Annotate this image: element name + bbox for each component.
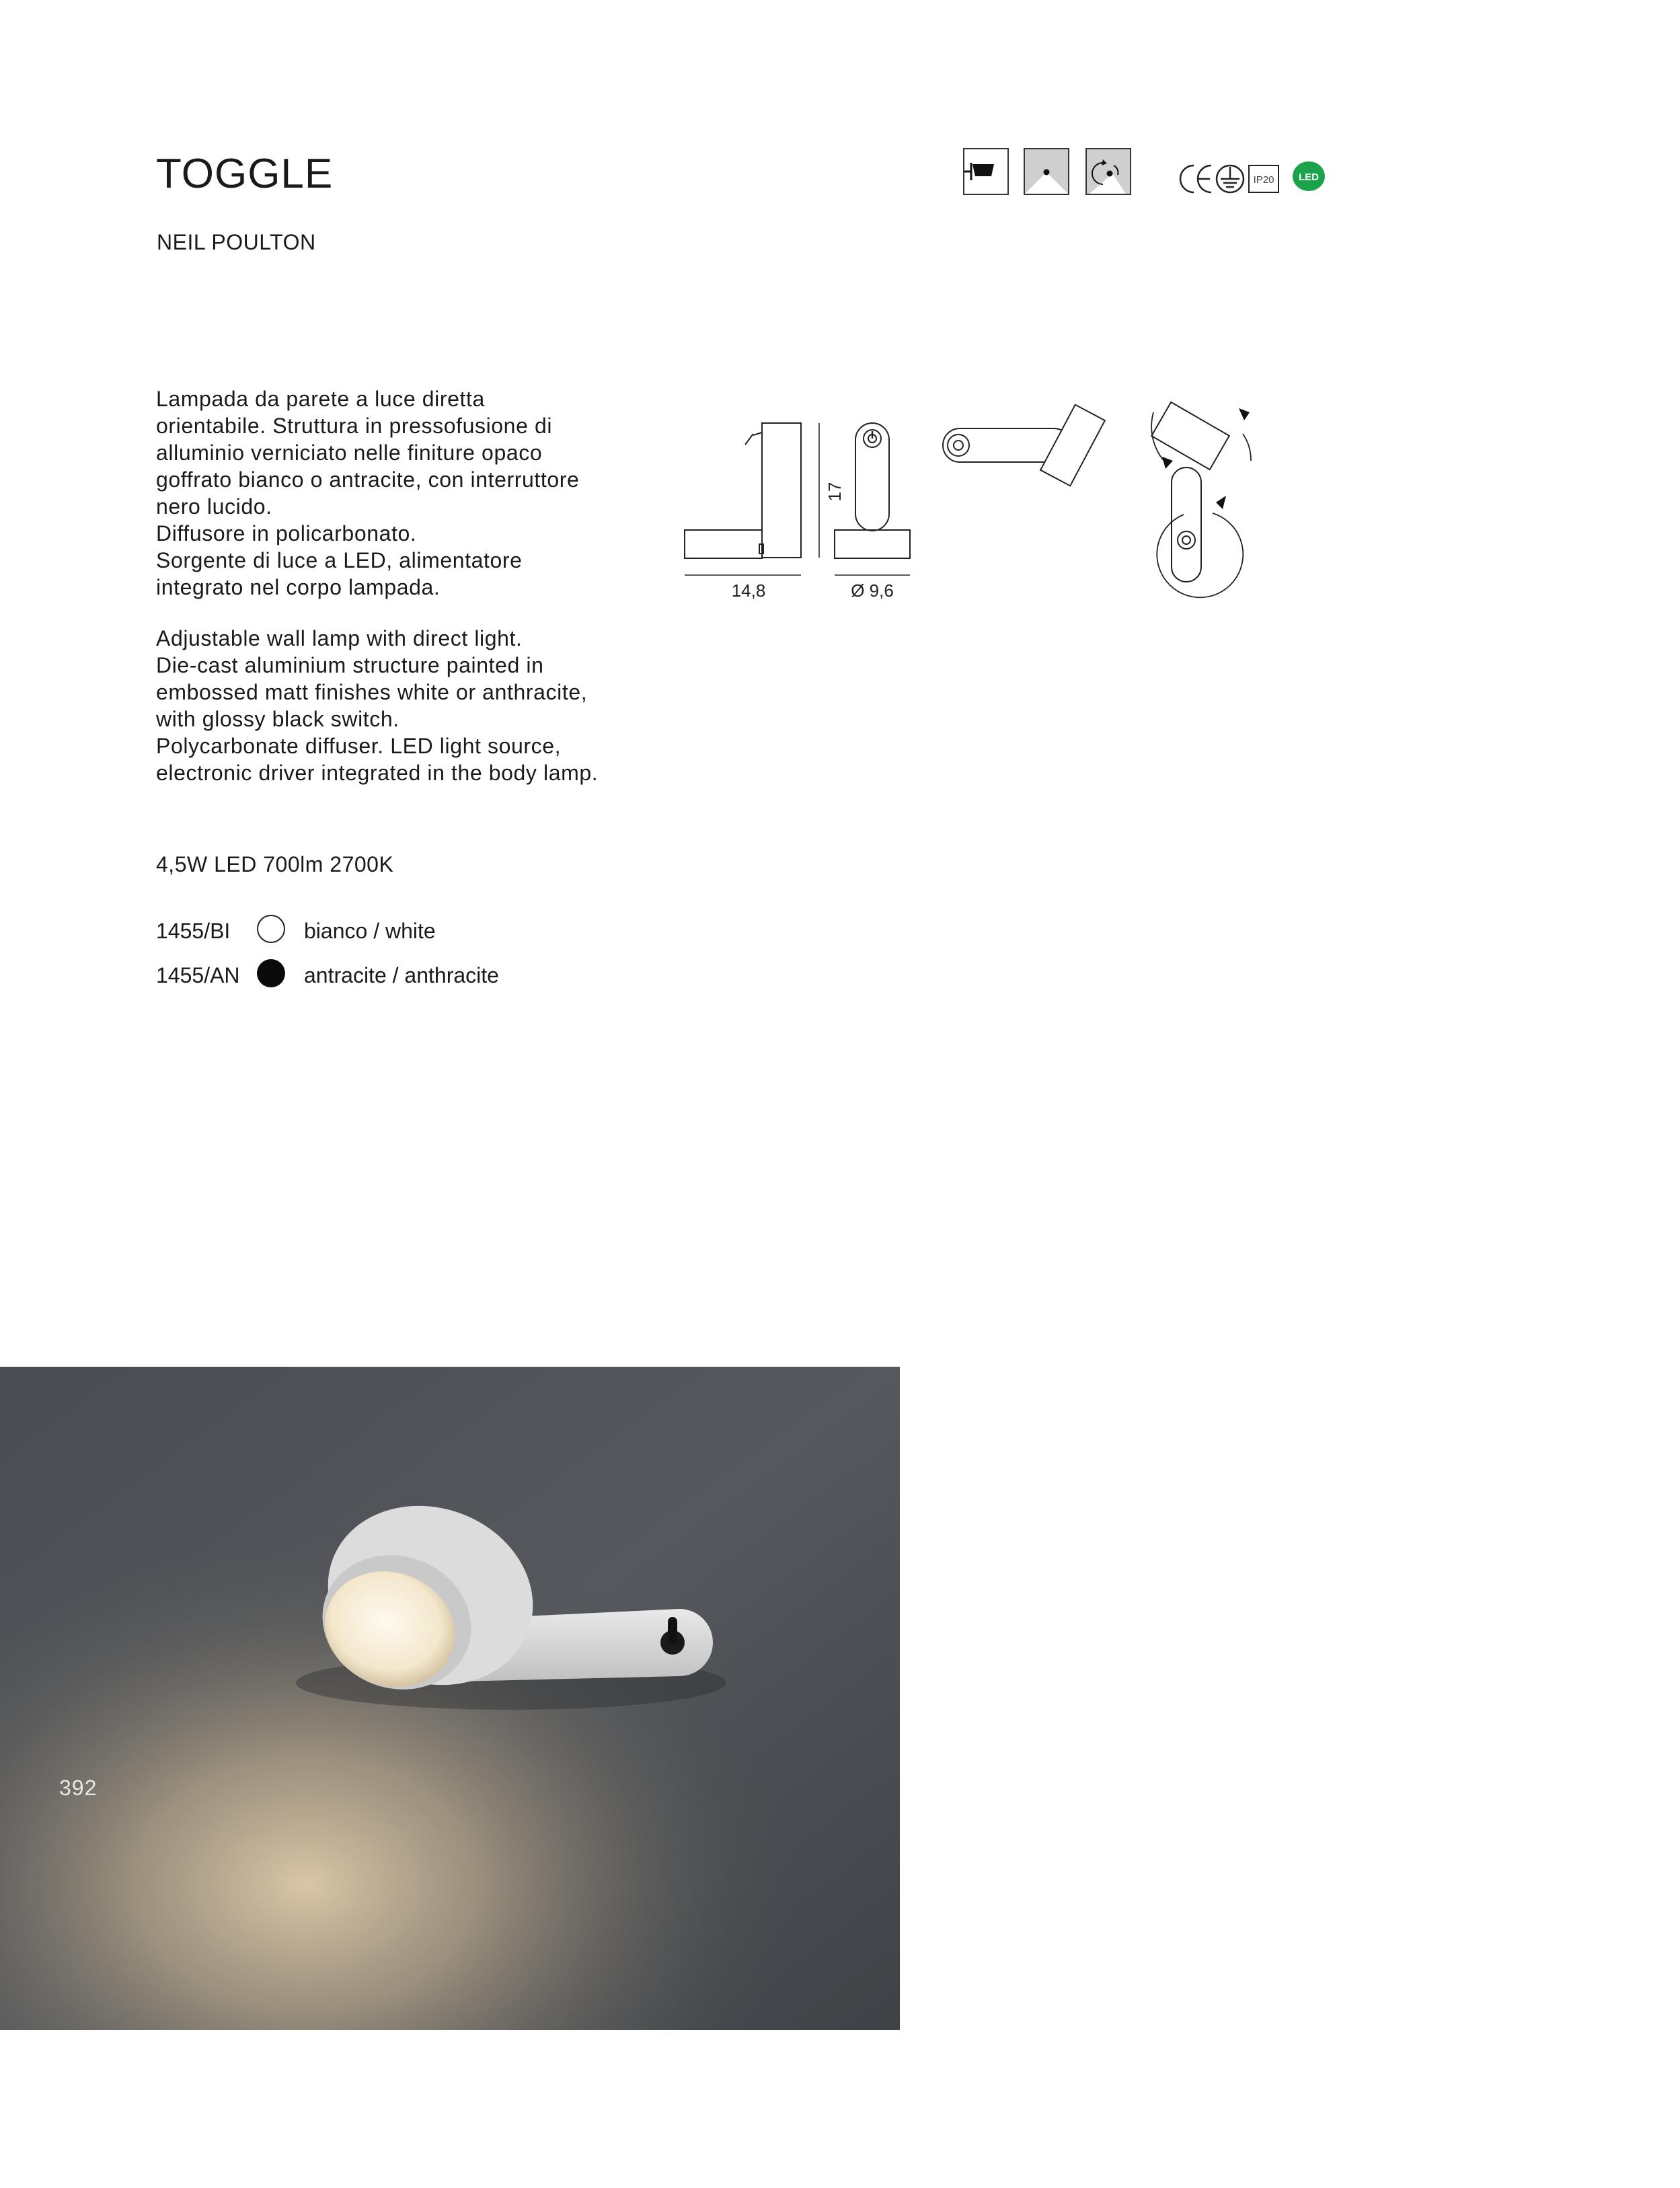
description-english: Adjustable wall lamp with direct light. Die-cast aluminium structure painted in embossed matt finishes white or anthracite, with glossy black switch. Polycarbonate diffuser. LED light source, electronic driver integrated in the body lamp. (156, 626, 599, 785)
rotate-arrow-icon (1216, 496, 1226, 509)
product-title: TOGGLE (156, 151, 334, 197)
adjustable-icon (1085, 148, 1131, 195)
side-view-drawing (685, 423, 819, 575)
page-number: 392 (59, 1776, 98, 1800)
variant-finish: antracite / anthracite (304, 963, 499, 987)
diameter-dimension: Ø 9,6 (851, 580, 894, 601)
rotated-view-drawing (943, 405, 1105, 486)
earth-class-icon (1217, 165, 1244, 192)
direct-light-icon (1024, 148, 1069, 195)
finish-swatch-white (257, 915, 285, 943)
finish-swatch-anthracite (257, 959, 285, 987)
variant-row (156, 958, 560, 991)
technical-drawings (673, 393, 1278, 609)
ce-mark-icon (1174, 160, 1335, 198)
rotation-view-drawing (1151, 402, 1251, 597)
front-view-drawing (835, 423, 910, 575)
variant-row (156, 913, 560, 947)
height-dimension: 17 (825, 482, 845, 502)
designer-name: NEIL POULTON (157, 230, 316, 254)
ip-rating-label: IP20 (1253, 174, 1274, 186)
rotate-arrow-icon (1162, 457, 1173, 469)
variant-code: 1455/BI (156, 919, 231, 943)
variant-finish: bianco / white (304, 919, 436, 943)
product-photo (0, 1367, 900, 2030)
rotate-arrow-icon (1239, 408, 1250, 420)
depth-dimension: 14,8 (731, 580, 766, 601)
variant-code: 1455/AN (156, 963, 240, 987)
led-badge-label: LED (1299, 172, 1319, 183)
light-spec: 4,5W LED 700lm 2700K (156, 852, 394, 876)
wall-mounted-icon (963, 148, 1009, 195)
certification-marks (1174, 160, 1335, 198)
description-italian: Lampada da parete a luce diretta orientabile. Struttura in pressofusione di alluminio verniciato nelle finiture opaco goffrato bianco o antracite, con interruttore nero lucido. Diffusore in policarbonato. Sorgente di luce a LED, alimentatore integrato nel corpo lampada. (156, 387, 580, 599)
